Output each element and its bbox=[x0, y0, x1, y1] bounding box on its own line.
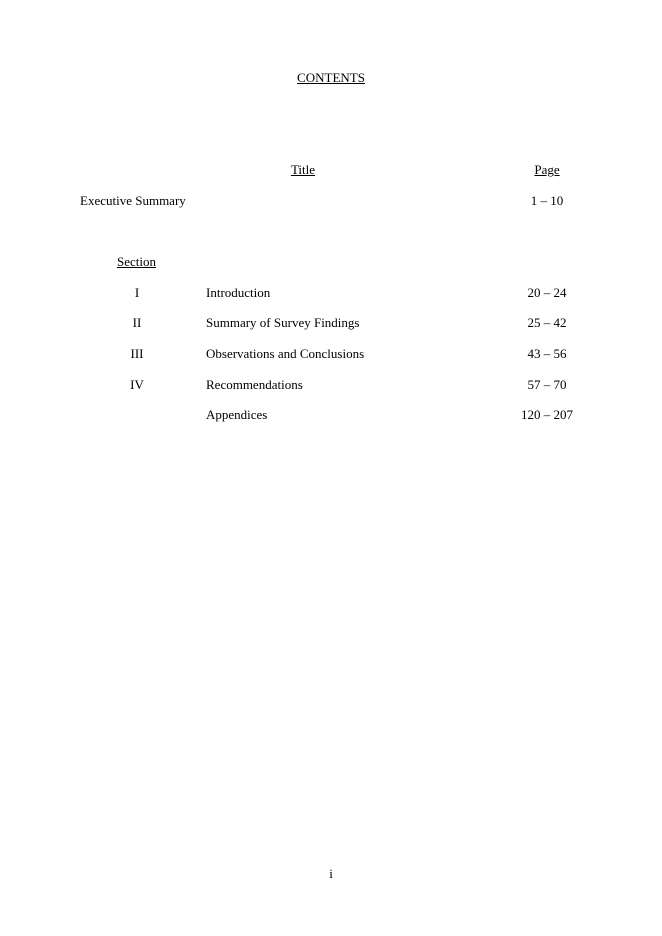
section-title: Introduction bbox=[206, 285, 271, 300]
contents-heading: CONTENTS bbox=[297, 70, 365, 85]
appendices-pages: 120 – 207 bbox=[521, 407, 573, 422]
section-title: Observations and Conclusions bbox=[206, 346, 365, 361]
page-number: i bbox=[329, 866, 333, 881]
executive-summary-pages: 1 – 10 bbox=[530, 193, 564, 208]
section-number: III bbox=[130, 346, 144, 361]
section-title: Recommendations bbox=[206, 377, 303, 392]
section-pages: 43 – 56 bbox=[527, 346, 567, 361]
title-column-header: Title bbox=[290, 162, 316, 177]
section-pages: 25 – 42 bbox=[527, 315, 567, 330]
appendices-title: Appendices bbox=[206, 407, 268, 422]
section-number: I bbox=[134, 285, 140, 300]
section-title: Summary of Survey Findings bbox=[206, 315, 360, 330]
section-pages: 57 – 70 bbox=[527, 377, 567, 392]
page-column-header: Page bbox=[534, 162, 560, 177]
section-number: II bbox=[132, 315, 142, 330]
executive-summary-label: Executive Summary bbox=[80, 193, 186, 208]
section-number: IV bbox=[130, 377, 144, 392]
section-heading: Section bbox=[117, 254, 156, 269]
section-pages: 20 – 24 bbox=[527, 285, 567, 300]
